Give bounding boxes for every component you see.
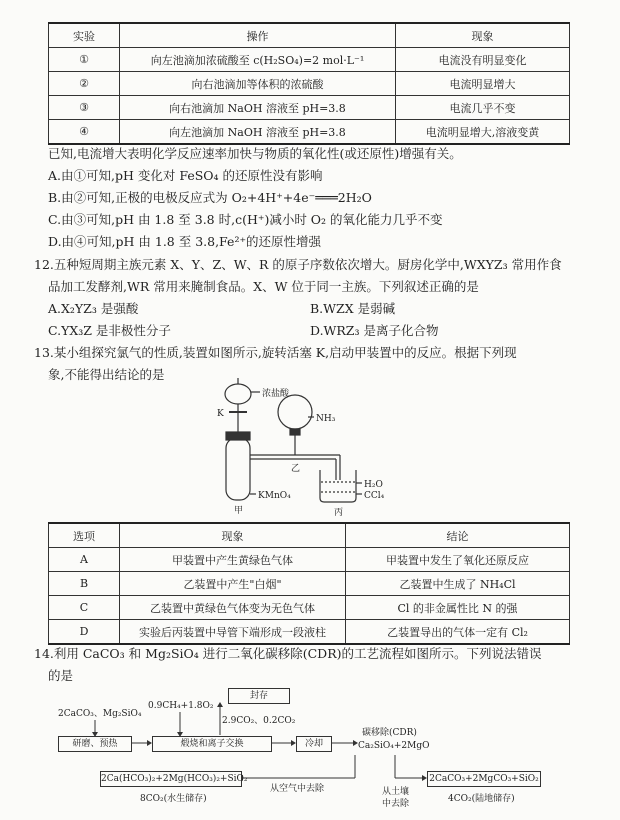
label-bing: 丙 xyxy=(334,508,344,518)
table-cell: ① xyxy=(49,48,120,72)
test-tube-jia xyxy=(226,438,250,500)
flow-land-storage: 4CO₂(陆地储存) xyxy=(448,794,515,804)
table-cell: 甲装置中产生黄绿色气体 xyxy=(120,548,346,572)
table-header-cell: 操作 xyxy=(120,23,396,48)
label-kmno4: KMnO₄ xyxy=(258,491,291,501)
table-row xyxy=(49,596,570,620)
label-jia: 甲 xyxy=(234,506,244,516)
flow-input-fuel: 0.9CH₄+1.8O₂ xyxy=(148,701,214,711)
flow-from-soil-2: 中去除 xyxy=(382,799,410,809)
table-row xyxy=(49,620,570,645)
flow-box-bicarbonate: 2Ca(HCO₃)₂+2Mg(HCO₃)₂+SiO₂ xyxy=(100,771,242,787)
table-header-cell: 现象 xyxy=(120,523,346,548)
table-header-cell: 结论 xyxy=(346,523,570,548)
q12-option-a: A.X₂YZ₃ 是强酸 xyxy=(48,301,139,316)
q12-option-d: D.WRZ₃ 是离子化合物 xyxy=(310,323,439,338)
flow-box-grind: 研磨、预热 xyxy=(58,736,132,752)
table-cell: 电流没有明显变化 xyxy=(396,48,570,72)
q14-stem-line2: 的是 xyxy=(48,668,74,683)
label-nh3: NH₃ xyxy=(316,414,336,424)
table-cell: Cl 的非金属性比 N 的强 xyxy=(346,596,570,620)
table-cell: 电流几乎不变 xyxy=(396,96,570,120)
q12-stem-line2: 品加工发酵剂,WR 常用来腌制食品。X、W 位于同一主族。下列叙述正确的是 xyxy=(48,279,479,294)
table-cell: 向左池滴加 NaOH 溶液至 pH=3.8 xyxy=(120,120,396,145)
flow-box-calcine: 煅烧和离子交换 xyxy=(152,736,272,752)
table-header-row xyxy=(49,523,570,548)
table-cell: 乙装置中生成了 NH₄Cl xyxy=(346,572,570,596)
flow-cdr-label: 碳移除(CDR) xyxy=(362,728,417,738)
table-header-cell: 实验 xyxy=(49,23,120,48)
table-cell: 乙装置中黄绿色气体变为无色气体 xyxy=(120,596,346,620)
table-header-cell: 现象 xyxy=(396,23,570,48)
label-k: K xyxy=(217,409,224,419)
table-cell: A xyxy=(49,548,120,572)
table-cell: 向左池滴加浓硫酸至 c(H₂SO₄)=2 mol·L⁻¹ xyxy=(120,48,396,72)
q11-note: 已知,电流增大表明化学反应速率加快与物质的氧化性(或还原性)增强有关。 xyxy=(48,146,462,161)
flow-box-store: 封存 xyxy=(228,688,290,704)
table-cell: 电流明显增大 xyxy=(396,72,570,96)
q12-option-c: C.YX₃Z 是非极性分子 xyxy=(48,323,171,338)
q11-option-a: A.由①可知,pH 变化对 FeSO₄ 的还原性没有影响 xyxy=(48,168,323,183)
flow-ocean-storage: 8CO₂(水生储存) xyxy=(140,794,207,804)
table-cell: 向右池滴加 NaOH 溶液至 pH=3.8 xyxy=(120,96,396,120)
table-header-cell: 选项 xyxy=(49,523,120,548)
flow-co2-label: 2.9CO₂、0.2CO₂ xyxy=(222,716,296,726)
table-cell: ④ xyxy=(49,120,120,145)
table-cell: B xyxy=(49,572,120,596)
q11-option-b: B.由②可知,正极的电极反应式为 O₂+4H⁺+4e⁻═══2H₂O xyxy=(48,190,372,205)
q13-table xyxy=(48,522,570,645)
table-row xyxy=(49,548,570,572)
q13-stem-line2: 象,不能得出结论的是 xyxy=(48,367,165,382)
table-cell: 实验后丙装置中导管下端形成一段液柱 xyxy=(120,620,346,645)
table-cell: ② xyxy=(49,72,120,96)
table-cell: 甲装置中发生了氧化还原反应 xyxy=(346,548,570,572)
label-ccl4: CCl₄ xyxy=(364,491,385,501)
flow-input-minerals: 2CaCO₃、Mg₂SiO₄ xyxy=(58,709,142,719)
table-cell: 电流明显增大,溶液变黄 xyxy=(396,120,570,145)
funnel-bulb xyxy=(225,384,251,404)
q12-option-b: B.WZX 是弱碱 xyxy=(310,301,396,316)
table-cell: ③ xyxy=(49,96,120,120)
flow-cdr-formula: Ca₂SiO₄+2MgO xyxy=(358,741,430,751)
flow-box-carbonate: 2CaCO₃+2MgCO₃+SiO₂ xyxy=(427,771,541,787)
label-yi: 乙 xyxy=(291,464,301,474)
flow-from-air: 从空气中去除 xyxy=(270,784,325,794)
table-cell: 乙装置导出的气体一定有 Cl₂ xyxy=(346,620,570,645)
flow-from-soil-1: 从土壤 xyxy=(382,787,410,797)
q13-stem-line1: 13.某小组探究氯气的性质,装置如图所示,旋转活塞 K,启动甲装置中的反应。根据下列现 xyxy=(34,345,517,360)
table-cell: D xyxy=(49,620,120,645)
table-cell: 向右池滴加等体积的浓硫酸 xyxy=(120,72,396,96)
label-h2o: H₂O xyxy=(364,480,383,490)
q12-stem-line1: 12.五种短周期主族元素 X、Y、Z、W、R 的原子序数依次增大。厨房化学中,WXYZ₃ 常用作食 xyxy=(34,257,562,272)
label-acid: 浓盐酸 xyxy=(262,389,290,399)
table-cell: C xyxy=(49,596,120,620)
table-row xyxy=(49,572,570,596)
q14-stem-line1: 14.利用 CaCO₃ 和 Mg₂SiO₄ 进行二氧化碳移除(CDR)的工艺流程如图所示。下列说法错误 xyxy=(34,646,542,661)
flow-box-cool: 冷却 xyxy=(296,736,332,752)
table-cell: 乙装置中产生"白烟" xyxy=(120,572,346,596)
q11-option-d: D.由④可知,pH 由 1.8 至 3.8,Fe²⁺的还原性增强 xyxy=(48,234,322,249)
q11-option-c: C.由③可知,pH 由 1.8 至 3.8 时,c(H⁺)减小时 O₂ 的氧化能力几乎不变 xyxy=(48,212,443,227)
beaker-bing xyxy=(320,470,356,502)
